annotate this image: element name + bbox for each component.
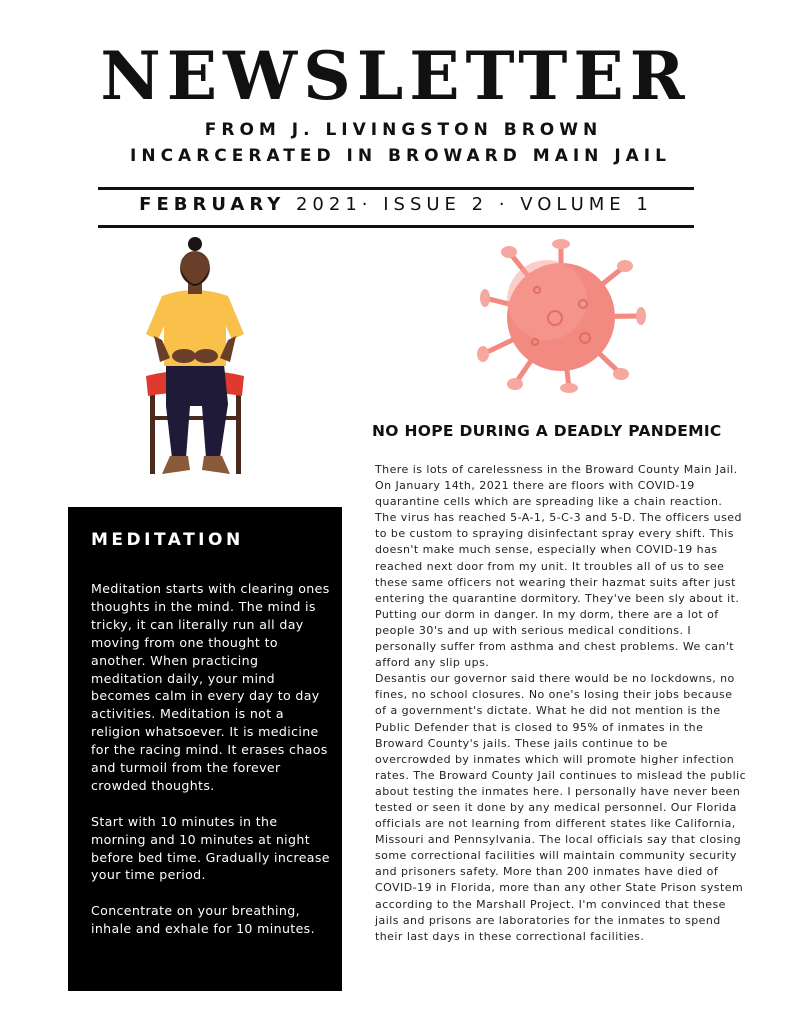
newsletter-title: NEWSLETTER	[100, 37, 691, 115]
meditation-paragraph: Meditation starts with clearing ones thoughts in the mind. The mind is tricky, it can literally run all day moving from one thought to another. When practicing meditation daily, your mind becomes calm in every day to day activities. Meditation is not a religion whatsoever. It is medicine for the racing mind. It erases chaos and turmoil from the forever crowded thoughts.	[91, 581, 330, 793]
article-paragraph: There is lots of carelessness in the Broward County Main Jail. On January 14th, 2021 there are floors with COVID-19 quarantine cells which are spreading like a chain reaction. The virus has reached 5-A-1, 5-C-3 and 5-D. The officers used to be custom to spraying disinfectant spray every shift. This doesn't make much sense, especially when COVID-19 has reached next door from my unit. It troubles all of us to see these same officers not wearing their hazmat suits after just entering the quarantine dormitory. They've been sly about it. Putting our dorm in danger. In my dorm, there are a lot of people 30's and up with serious medical conditions. I personally suffer from asthma and chest problems. We can't afford any slip ups.	[375, 463, 742, 670]
top-divider	[98, 187, 694, 190]
issue-details: 2021· ISSUE 2 · VOLUME 1	[285, 194, 653, 215]
article-title: NO HOPE DURING A DEADLY PANDEMIC	[372, 422, 722, 440]
article-paragraph: Desantis our governor said there would be no lockdowns, no fines, no school closures. No one's losing their jobs because of a government's dictate. What he did not mention is the Public Defender that is closed to 95% of inmates in the Broward County's jails. These jails continue to be overcrowded by inmates which will promote higher infection rates. The Broward County Jail continues to mislead the public about testing the inmates here. I personally have never been tested or seen it done by any medical personnel. Our Florida officials are not learning from different states like California, Missouri and Pennsylvania. The local officials say that closing some correctional facilities will maintain community security and prisoners safety. More than 200 inmates have died of COVID-19 in Florida, more than any other State Prison system according to the Marshall Project. I'm convinced that these jails and prisons are laboratories for the inmates to spend their last days in these correctional facilities.	[375, 672, 747, 943]
meditation-paragraph: Concentrate on your breathing, inhale and exhale for 10 minutes.	[91, 903, 315, 937]
author-line: FROM J. LIVINGSTON BROWN	[204, 120, 603, 140]
meditation-paragraph: Start with 10 minutes in the morning and 10 minutes at night before bed time. Gradually increase your time period.	[91, 813, 330, 883]
coronavirus-icon	[475, 238, 647, 396]
bottom-divider	[98, 225, 694, 228]
meditation-box	[68, 507, 342, 991]
location-line: INCARCERATED IN BROWARD MAIN JAIL	[130, 146, 671, 166]
article-body	[375, 462, 747, 945]
issue-line	[98, 194, 694, 215]
issue-month: FEBRUARY	[139, 194, 286, 215]
meditation-body	[91, 580, 331, 956]
meditating-person-icon	[136, 236, 252, 480]
meditation-title: MEDITATION	[91, 530, 244, 550]
